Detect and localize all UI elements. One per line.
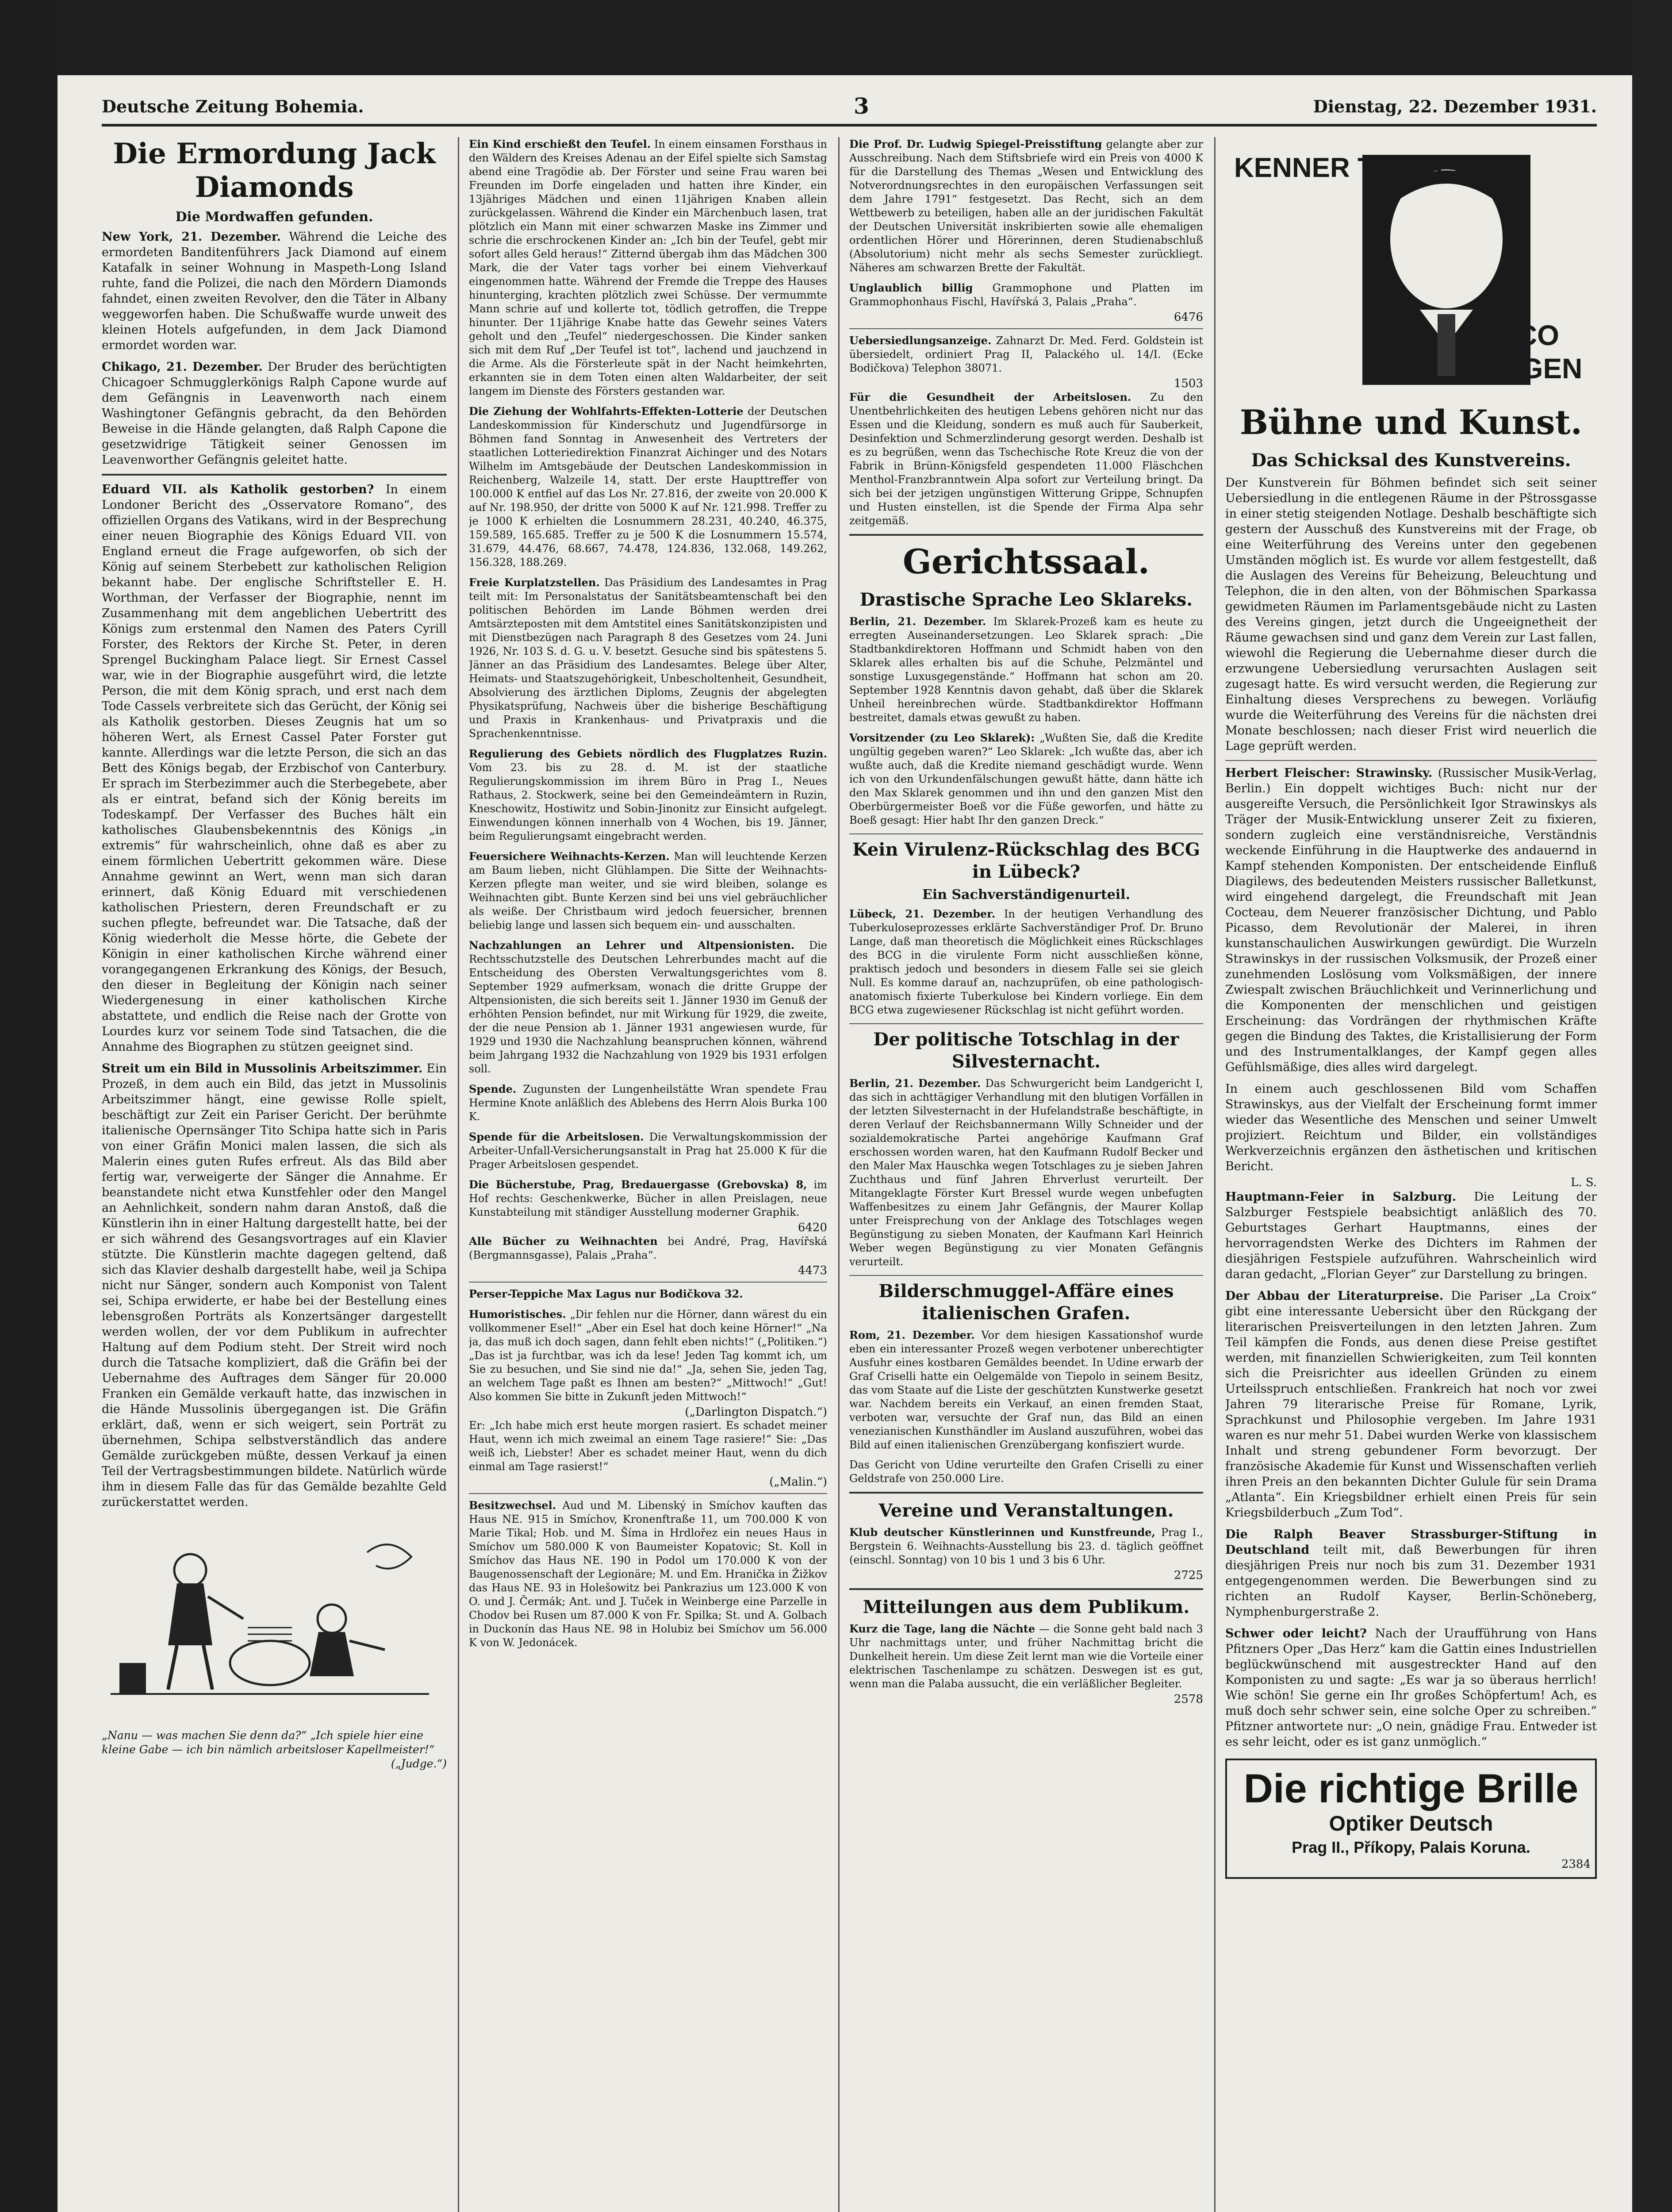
headline-bilderschmuggel: Bilderschmuggel-Affäre eines italienischen Grafen.	[878, 1281, 1174, 1324]
cartoon-illustration	[102, 1517, 438, 1725]
quote-source: („Darlington Dispatch.“)	[685, 1406, 827, 1419]
ad-erco: ERCO	[1477, 319, 1559, 351]
advert-paragraph: Perser-Teppiche Max Lagus nur Bodičkova 32.	[469, 1287, 743, 1300]
column-rule	[1214, 137, 1216, 2212]
column-rule	[458, 137, 459, 2212]
article-paragraph: Die Ziehung der Wohlfahrts-Effekten-Lotterie der Deutschen Landeskommission für Kinderschutz und Jugendfürsorge in Böhmen fand Sonntag in Anwesenheit des Vertreters der staatlichen Lotteriedirektion Finanzrat Aichinger und des Notars Wilhelm im Amtsgebäude der Deutschen Landeskommission in Reichenberg, Walzeile 14, statt. Der erste Haupttreffer von 100.000 K entfiel auf das Los Nr. 27.816, der zweite von 20.000 K auf Nr. 198.950, der dritte von 5000 K auf Nr. 121.998. Treffer zu je 1000 K erhielten die Losnummern 28.231, 40.240, 46.375, 159.589, 165.685. Treffer zu je 500 K die Losnummern 15.574, 31.679, 44.476, 68.667, 74.478, 124.836, 132.068, 149.262, 156.328, 188.269.	[469, 405, 827, 568]
article-paragraph: Berlin, 21. Dezember. Das Schwurgericht beim Landgericht I, das sich in achttägiger Verhandlung mit den blutigen Vorfällen in der letzten Silvesternacht in der Hufelandstraße beschäftigte, in deren Verlauf der Reichsbannermann Willy Schneider und der sozialdemokratische Partei angehörige Kaufmann Graf erschossen worden waren, hat den Kaufmann Rudolf Becker und den Maler Max Hauschka wegen Totschlages zu je sieben Jahren Zuchthaus und fünf Jahren Ehrverlust verurteilt. Der Mitangeklagte Förster Kurt Bressel wurde wegen unbefugten Waffenbesitzes zu einem Jahr Gefängnis, der Maurer Kollap unter Freisprechung von der Anklage des Totschlages wegen Begünstigung zu sieben Monaten, der Kaufmann Karl Heinrich Weber wegen Begünstigung zu vier Monaten Gefängnis verurteilt.	[849, 1077, 1203, 1268]
advert-number: 2384	[1561, 1858, 1591, 1871]
article-paragraph: Hauptmann-Feier in Salzburg. Die Leitung der Salzburger Festspiele beabsichtigt anläßlich des 70. Geburtstages Gerhart Hauptmanns, eines der hervorragendsten Werke des Dichters im Rahmen der diesjährigen Festspiele aufzuführen. Wahrscheinlich wird daran gedacht, „Florian Geyer“ zur Darstellung zu bringen.	[1225, 1190, 1597, 1281]
newspaper-page	[58, 75, 1632, 2212]
article-paragraph: Feuersichere Weihnachts-Kerzen. Man will leuchtende Kerzen am Baum lieben, nicht Glühlampen. Die Sitte der Weihnachts-Kerzen pflegte man weiter, und sie wird bleiben, solange es Weihnachten gibt. Bunte Kerzen sind bei uns viel gebräuchlicher als weiße. Der Christbaum wird jedoch feuersicher, brennen beliebig lange und lassen sich bequem ein- und ausschalten.	[469, 850, 827, 931]
issue-date: Dienstag, 22. Dezember 1931.	[1313, 96, 1597, 116]
divider	[849, 1275, 1203, 1276]
article-paragraph: Der Abbau der Literaturpreise. Die Pariser „La Croix“ gibt eine interessante Uebersicht über den Rückgang der literarischen Preisverteilungen in den letzten Jahren. Zum Teil kämpfen die Fonds, aus denen diese Preise gestiftet werden, mit finanziellen Schwierigkeiten, zum Teil konnten sich die Preisrichter aus ideellen Gründen zu einem Urteilsspruch entschließen. Frankreich hat noch vor zwei Jahren 79 literarische Preise für Romane, Lyrik, Sprachkunst und Philosophie vergeben. Im Jahre 1931 waren es nur mehr 51. Dabei wurden Werke von klassischem Inhalt und streng gebundener Form bevorzugt. Der französische Akademie für Kunst und Wissenschaften verlieh ihren Preis an den bekannten Dichter Gulule für sein Drama „Atlanta“. Ein Kriegsbildner erhielt einen Preis für sein Kriegsbilderbuch „Zum Tod“.	[1225, 1289, 1597, 1520]
advert-number: 1503	[1173, 377, 1203, 390]
brille-title: Die richtige Brille	[1243, 1766, 1579, 1811]
divider	[849, 1588, 1203, 1590]
ad-kragen: KRAGEN	[1460, 353, 1583, 384]
ad-kenner-tragen: KENNER TRAGEN	[1234, 153, 1473, 183]
advert-brille	[1225, 1759, 1597, 1879]
article-paragraph: Schwer oder leicht? Nach der Uraufführung von Hans Pfitzners Oper „Das Herz“ kam die Gattin eines Industriellen beglückwünschend mit ausgestreckter Hand auf den Komponisten zu und sagte: „Es war ja so überaus herrlich! Wie schön! Sie gerne ein Ihr großes Schöpfertum! Ach, es muß doch sehr schwer sein, eine solche Oper zu schreiben.“ Pfitzner antwortete nur: „O nein, gnädige Frau. Entweder ist es sehr leicht, oder es ist ganz unmöglich.“	[1225, 1627, 1597, 1749]
scan-border-right	[1632, 0, 1672, 2212]
column-2	[469, 137, 827, 2212]
article-paragraph: Humoristisches. „Dir fehlen nur die Hörner, dann wärest du ein vollkommener Esel!“ „Aber ein Esel hat doch keine Hörner!“ „Na ja, das muß ich doch sagen, dann fehlt eben nichts!“ („Politiken.“) „Das ist ja furchtbar, was ich da lese! Jeden Tag kommt ich, um Sie zu besuchen, und Sie sind nie da!“ „Ja, sehen Sie, jeden Tag, an welchem Tage paßt es Ihnen am besten?“ „Mittwoch!“ „Gut! Also kommen Sie bitte in Zukunft jeden Mittwoch!“	[469, 1308, 827, 1403]
headline-bcg: Kein Virulenz-Rückschlag des BCG in Lübeck?	[852, 839, 1200, 882]
author-signature: L. S.	[1571, 1176, 1597, 1189]
page-number: 3	[854, 93, 869, 119]
advert-number: 6476	[1173, 311, 1203, 324]
article-paragraph: Nachzahlungen an Lehrer und Altpensionisten. Die Rechtsschutzstelle des Deutschen Lehrerbundes macht auf die Entscheidung des Obersten Verwaltungsgerichtes vom 8. September 1929 aufmerksam, wonach die dritte Gruppe der Altpensionisten, die sich bereits seit 1. Jänner 1930 im Genuß der erhöhten Pension befindet, nur mit Wirkung für 1929, die zweite, der die neue Pension ab 1. Jänner 1931 angewiesen wurde, für 1929 und 1930 die Nachzahlung beanspruchen können, während beim Jahrgang 1932 die Nachzahlung von 1929 bis 1931 erfolgen soll.	[469, 939, 827, 1075]
column-3	[849, 137, 1203, 2212]
article-paragraph: Der Kunstverein für Böhmen befindet sich seit seiner Uebersiedlung in die entlegenen Räume in der Pštrossgasse in einer stetig steigenden Notlage. Deshalb beschäftigte sich gestern der Ausschuß des Kunstvereins mit der Frage, ob eine Weiterführung des Vereins unter den gegebenen Umständen möglich ist. Es wurde vor allem festgestellt, daß die Auslagen des Vereins für Beheizung, Beleuchtung und Telephon, die in den alten, von der Böhmischen Sparkassa gewidmeten Räumen im Parlamentsgebäude nicht zu Lasten des Vereins gingen, jetzt durch die Ungeeignetheit der Räume gewachsen sind und ganz dem Verein zur Last fallen, wiewohl die Regierung die Uebernahme dieser durch die erzwungene Uebersiedlung verursachten Auslagen seit zugesagt hatte. Es wird versucht werden, die Regierung zur Einhaltung dieses Versprechens zu bewegen. Vorläufig wurde die Weiterführung des Vereins für die nächsten drei Monate beschlossen; nach dieser Frist wird neuerlich die Lage geprüft werden.	[1225, 476, 1597, 753]
brille-optiker: Optiker Deutsch	[1329, 1812, 1493, 1836]
divider	[849, 1023, 1203, 1024]
article-paragraph: New York, 21. Dezember. Während die Leiche des ermordeten Banditenführers Jack Diamond auf einem Katafalk in seiner Wohnung in Maspeth-Long Island ruhte, fand die Polizei, die nach den Mördern Diamonds fahndet, einen zweiten Revolver, den die Täter in Albany weggeworfen haben. Die Schußwaffe wurde unweit des kleinen Hotels aufgefunden, in dem Jack Diamond ermordet worden war.	[102, 230, 447, 352]
article-paragraph: Streit um ein Bild in Mussolinis Arbeitszimmer. Ein Prozeß, in dem auch ein Bild, das jetzt in Mussolinis Arbeitszimmer hängt, eine gewisse Rolle spielt, beschäftigt zur Zeit ein Pariser Gericht. Der berühmte italienische Opernsänger Tito Schipa hatte sich in Paris von einer Gräfin Monici malen lassen, die sich als Malerin eines guten Rufes erfreut. Als das Bild aber fertig war, verweigerte der Sänger die Annahme. Er beanstandete nicht etwa Kunstfehler oder den Mangel an Aehnlichkeit, sondern nahm daran Anstoß, daß die Künstlerin ihn in einer Haltung dargestellt hatte, bei der er sich während des Gesangsvortrages auf ein Klavier stützte. Die Künstlerin machte dagegen geltend, daß sich das Klavier deshalb dargestellt habe, weil ja Schipa nicht nur Sänger, sondern auch Komponist von Talent sei, Schipa erwiderte, er habe bei der Bestellung eines lebensgroßen Porträts als Konzertsänger dargestellt werden wollen, der vor dem Publikum in aufrechter Haltung auf dem Podium steht. Der Streit wird noch durch die Tatsache kompliziert, daß die Gräfin bei der Uebernahme des Auftrages dem Sänger für 20.000 Franken ein Gemälde verkauft hatte, das inzwischen in die Hände Mussolinis übergegangen ist. Die Gräfin erklärt, daß, wenn er sich weigert, sein Porträt zu übernehmen, Schipa selbstverständlich das andere Gemälde zurückgeben müßte, dessen Verkauf ja einen Teil der Vertragsbestimmungen bildete. Natürlich würde ihm in diesem Falle das für das Gemälde bezahlte Geld zurückerstattet werden.	[102, 1062, 447, 1509]
article-paragraph: Regulierung des Gebiets nördlich des Flugplatzes Ruzin. Vom 23. bis zu 28. d. M. ist der staatliche Regulierungskommission im ihrem Büro in Prag I., Neues Rathaus, 2. Stockwerk, seine bei den Gemeindeämtern in Ruzin, Kneschowitz, Hostiwitz und Sobin-Jinonitz zur Einsicht aufgelegt. Einwendungen können innerhalb von 4 Wochen, bis 19. Jänner, beim Regulierungsamt eingebracht werden.	[469, 747, 827, 842]
section-title-mitteilungen: Mitteilungen aus dem Publikum.	[863, 1597, 1190, 1617]
scan-border-top	[0, 0, 1672, 75]
article-paragraph: Freie Kurplatzstellen. Das Präsidium des Landesamtes in Prag teilt mit: Im Personalstatus der Sanitätsbeamtenschaft bei den politischen Behörden im Lande Böhmen werden drei Amtsärzteposten mit dem Amtstitel eines Sanitätskonzipisten und mit Dienstbezügen nach Paragraph 8 des Gesetzes vom 24. Juni 1926, Nr. 103 S. d. G. u. V. besetzt. Gesuche sind bis spätestens 5. Jänner an das Präsidium des Landesamtes. Belege über Alter, Heimats- und Staatszugehörigkeit, Unbescholtenheit, Gesundheit, Absolvierung des ärztlichen Diploms, Zeugnis der abgelegten Physikatsprüfung, Nachweis über die bisherige Beschäftigung und Praxis in Krankenhaus- und Privatpraxis und die Sprachenkenntnisse.	[469, 576, 827, 740]
advert-paragraph: Alle Bücher zu Weihnachten bei André, Prag, Havířská (Bergmannsgasse), Palais „Praha“.	[469, 1235, 827, 1261]
article-paragraph: Rom, 21. Dezember. Vor dem hiesigen Kassationshof wurde eben ein interessanter Prozeß wegen verbotener unberechtigter Ausfuhr eines kostbaren Gemäldes beendet. In Udine erwarb der Graf Criselli hatte ein Oelgemälde von Tiepolo in seinem Besitz, das vom Staate auf die Liste der geschützten Kunstwerke gesetzt war. Nachdem bereits ein Verkauf, an einen fremden Staat, verboten war, versuchte der Graf nun, das Bild an einen venezianischen Kunsthändler im Ausland auszuführen, wobei das Bild auf einen italienischen Grenzübergang konfisziert wurde.	[849, 1329, 1203, 1451]
section-title-vereine: Vereine und Veranstaltungen.	[878, 1500, 1174, 1521]
subhead-mordwaffen: Die Mordwaffen gefunden.	[175, 209, 373, 225]
article-paragraph: Die Prof. Dr. Ludwig Spiegel-Preisstiftung gelangte aber zur Ausschreibung. Nach dem Stiftsbriefe wird ein Preis von 4000 K für die Darstellung des Themas „Wesen und Entwicklung des Notverordnungsrechtes in den europäischen Verfassungen seit dem Jahre 1791“ festgesetzt. Das Recht, sich an dem Wettbewerb zu beteiligen, haben alle an der juridischen Fakultät der Deutschen Universität inskribierten sowie alle ehemaligen ordentlichen Hörer und Hörerinnen, deren Studienabschluß (Absolutorium) nicht mehr als sechs Semester zurückliegt. Näheres am schwarzen Brette der Fakultät.	[849, 138, 1203, 274]
advert-number: 6420	[798, 1221, 827, 1234]
divider	[849, 328, 1203, 329]
quote-source: („Malin.“)	[769, 1475, 827, 1489]
cartoon-source: („Judge.“)	[391, 1757, 447, 1770]
article-paragraph: Er: „Ich habe mich erst heute morgen rasiert. Es schadet meiner Haut, wenn ich mich zweimal an einem Tage rasiere!“ Sie: „Das weiß ich, Liebster! Aber es schadet meiner Haut, wenn du dich einmal am Tage rasierst!“	[469, 1419, 827, 1473]
advert-number: 4473	[798, 1264, 827, 1277]
advert-number: 2578	[1173, 1693, 1203, 1706]
brille-address: Prag II., Příkopy, Palais Koruna.	[1292, 1838, 1530, 1856]
divider	[469, 1282, 827, 1283]
column-rule	[838, 137, 840, 2212]
column-4	[1225, 137, 1597, 2212]
article-paragraph: Besitzwechsel. Aud und M. Libenský in Smíchov kauften das Haus NE. 915 in Smíchov, Kronenftraße 11, um 700.000 K von Marie Tikal; Hob. und M. Šíma in Hrdlořez ein neues Haus in Smíchov um 580.000 K von Baumeister Kopatovic; St. Koll in Smíchov das Haus NE. 190 in Podol um 170.000 K von der Baugenossenschaft der Legionäre; M. und Em. Hranička in Žižkov das Haus NE. 93 in Holešowitz bei Pankrazius um 123.000 K von O. und J. Čermák; Ant. und J. Tuček in Weinberge eine Parzelle in Chodov bei Rusen um 87.000 K von Fr. Spilka; St. und A. Golbach in Duckonín das Haus NE. 98 in Holubiz bei Smíchov um 56.000 K von W. Jedonácek.	[469, 1499, 827, 1649]
article-paragraph: Spende. Zugunsten der Lungenheilstätte Wran spendete Frau Hermine Knote anläßlich des Ablebens des Herrn Alois Burka 100 K.	[469, 1083, 827, 1123]
divider	[849, 1492, 1203, 1494]
divider	[849, 534, 1203, 536]
article-paragraph: Lübeck, 21. Dezember. In der heutigen Verhandlung des Tuberkuloseprozesses erklärte Sachverständiger Prof. Dr. Bruno Lange, daß man theoretisch die Möglichkeit eines Rückschlages des BCG in die virulente Form nicht ausschließen könne, praktisch jedoch und besonders in diesem Falle sei sie gleich Null. Es komme darauf an, nachzuprüfen, ob eine pathologisch-anatomisch fixierte Tuberkulose bei Kindern vorliege. Ein dem BCG etwa zugewiesener Rückschlag ist nicht geführt worden.	[849, 907, 1203, 1016]
article-paragraph: Spende für die Arbeitslosen. Die Verwaltungskommission der Arbeiter-Unfall-Versicherungsanstalt in Prag hat 25.000 K für die Prager Arbeitslosen gespendet.	[469, 1130, 827, 1171]
paper-name: Deutsche Zeitung Bohemia.	[102, 96, 364, 116]
headline-totschlag: Der politische Totschlag in der Silvesternacht.	[873, 1029, 1179, 1072]
divider	[1225, 760, 1597, 761]
column-1	[102, 137, 447, 2212]
section-title-gerichtssaal: Gerichtssaal.	[902, 542, 1150, 581]
article-paragraph: Herbert Fleischer: Strawinsky. (Russischer Musik-Verlag, Berlin.) Ein doppelt wichtiges Buch: nicht nur der ausgereifte Versuch, die Persönlichkeit Igor Strawinskys als Träger der Musik-Entwicklung unserer Zeit zu fixieren, sondern zugleich eine verständnisreiche, Verständnis weckende Einführung in die Hauptwerke des andauernd in Kampf stehenden Komponisten. Der entscheidende Einfluß Diagilews, des bedeutenden Meisters russischer Balletkunst, wird eingehend dargelegt, die Freundschaft mit Jean Cocteau, dem Neuerer französischer Dichtung, und Pablo Picasso, dem Revolutionär der Malerei, in ihren kunstanschaulichen Auswirkungen gewürdigt. Die Wurzeln Strawinskys in der russischen Volksmusik, der Prozeß einer zunehmenden Loslösung vom Volksmäßigen, der innere Zwiespalt zwischen Bräuchlichkeit und Verinnerlichung und die Komponenten der menschlichen und geistigen Erscheinung: das Vordrängen der rhythmischen Kräfte gegen die Bindung des Taktes, die Kristallisierung der Form und des Instrumentalklanges, der Kampf gegen alles Gefühlsmäßige, dies alles wird dargelegt.	[1225, 766, 1597, 1074]
advert-erco-kragen	[1230, 137, 1592, 394]
divider	[102, 474, 447, 476]
erco-advert-graphic	[1230, 137, 1592, 394]
article-paragraph: Vorsitzender (zu Leo Sklarek): „Wußten Sie, daß die Kredite ungültig gegeben waren?“ Leo Sklarek: „Ich wußte das, aber ich wußte auch, daß die Kredite niemand geschädigt wurde. Wenn ich von den Urkundenfälschungen gewußt hätte, dann hätte ich den Max Sklarek genommen und ihn und den ganzen Mist den Oberbürgermeister Boeß vor die Füße geworfen, und hätte zu Boeß gesagt: Hier habt Ihr den ganzen Dreck.“	[849, 731, 1203, 826]
scan-border-left	[0, 0, 58, 2212]
article-paragraph: Chikago, 21. Dezember. Der Bruder des berüchtigten Chicagoer Schmugglerkönigs Ralph Capone wurde auf dem Gefängnis in Leavenworth nach einem Washingtoner Gefängnis gebracht, da den Behörden Beweise in die Hände gelangten, daß Ralph Capone die gesetzwidrige Tätigkeit seiner Genossen im Leavenworther Gefängnis geleitet hatte.	[102, 360, 447, 467]
headline-diamond: Die Ermordung Jack Diamonds	[113, 137, 436, 204]
divider	[849, 833, 1203, 834]
article-paragraph: Berlin, 21. Dezember. Im Sklarek-Prozeß kam es heute zu erregten Auseinandersetzungen. Leo Sklarek sprach: „Die Stadtbankdirektoren Hoffmann und Schmidt haben von den Sklarek alles erhalten bis auf die Schuhe, Pelzmäntel und sonstige Luxusgegenstände.“ Hoffmann hat schon am 20. September 1928 Kenntnis davon gehabt, daß über die Sklarek Unheil hereinbrechen würde. Stadtbankdirektor Hoffmann bestreitet, damals etwas gewußt zu haben.	[849, 615, 1203, 724]
article-paragraph: Ein Kind erschießt den Teufel. In einem einsamen Forsthaus in den Wäldern des Kreises Adenau an der Eifel spielte sich Samstag abend eine Tragödie ab. Der Förster und seine Frau waren bei Freunden im Dorfe eingeladen und hatten ihre Kinder, ein 13jähriges Mädchen und einen 11jährigen Knaben allein zurückgelassen. Während die Kinder ein Märchenbuch lasen, trat plötzlich ein Mann mit einer schwarzen Maske ins Zimmer und schrie die erschrockenen Kinder an: „Ich bin der Teufel, gebt mir sofort alles Geld heraus!“ Zitternd übergab ihm das Mädchen 300 Mark, die der Vater tags vorher bei einem Viehverkauf eingenommen hatte. Während der Fremde die Treppe des Hauses hinunterging, krachten plötzlich zwei Schüsse. Der vermummte Mann schrie auf und kollerte tot, tödlich getroffen, die Treppe hinunter. Der 11jährige Knabe hatte das Gewehr seines Vaters geholt und den „Teufel“ niedergeschossen. Die Kinder sanken sich mit dem Ruf „Der Teufel ist tot“, lachend und jauchzend in die Arme. Als die Försterleute spät in der Nacht heimkehrten, erkannten sie in dem Toten einen alten Waldarbeiter, der seit langem im Dienste des Försters gestanden war.	[469, 138, 827, 397]
headline-kunstverein: Das Schicksal des Kunstvereins.	[1251, 450, 1571, 471]
advert-paragraph: Unglaublich billig Grammophone und Platten im Grammophonhaus Fischl, Havířská 3, Palais „Praha“.	[849, 281, 1203, 308]
headline-sklarek: Drastische Sprache Leo Sklareks.	[859, 589, 1193, 610]
masthead	[102, 93, 1597, 127]
article-paragraph: Kurz die Tage, lang die Nächte — die Sonne geht bald nach 3 Uhr nachmittags unter, und früher Nachmittag bricht die Dunkelheit herein. Um diese Zeit lernt man wie die Vorteile einer elektrischen Taschenlampe zu schätzen. Deswegen ist es gut, wenn man die Palaba aussucht, die ein verläßlicher Begleiter.	[849, 1622, 1203, 1690]
article-paragraph: Die Ralph Beaver Strassburger-Stiftung in Deutschland teilt mit, daß Bewerbungen für ihren diesjährigen Preis nur noch bis zum 31. Dezember 1931 entgegengenommen werden. Die Bewerbungen sind zu richten an Rudolf Kayser, Berlin-Schöneberg, Nymphenburgerstraße 2.	[1225, 1528, 1597, 1619]
divider	[469, 1493, 827, 1494]
article-paragraph: Für die Gesundheit der Arbeitslosen. Zu den Unentbehrlichkeiten des heutigen Lebens gehören nicht nur das Essen und die Kleidung, sondern es muß auch für Sauberkeit, Desinfektion und Schmerzlinderung gesorgt werden. Deshalb ist es zu begrüßen, wenn das Tschechische Rote Kreuz die von der Fabrik in Brünn-Königsfeld gespendeten 11.000 Fläschchen Menthol-Franzbranntwein Alpa sofort zur Verteilung bringt. Da sich bei der jetzigen ungünstigen Witterung Grippe, Schnupfen und Husten einstellen, ist die Spende der Firma Alpa sehr zeitgemäß.	[849, 391, 1203, 527]
article-paragraph: Klub deutscher Künstlerinnen und Kunstfreunde, Prag I., Bergstein 6. Weihnachts-Ausstellung bis 23. d. täglich geöffnet (einschl. Sonntag) von 10 bis 1 und 3 bis 6 Uhr.	[849, 1526, 1203, 1566]
article-paragraph: In einem auch geschlossenen Bild vom Schaffen Strawinskys, aus der Vielfalt der Erscheinung formt immer wieder das Wesentliche des Menschen und seiner Umwelt projiziert. Reichtum und Bilder, ein vollständiges Werkverzeichnis ergänzen den ästhetischen und kritischen Bericht.	[1225, 1082, 1597, 1173]
advert-paragraph: Die Bücherstube, Prag, Bredauergasse (Grebovska) 8, im Hof rechts: Geschenkwerke, Bücher in allen Preislagen, neue Kunstabteilung mit ständiger Ausstellung moderner Graphik.	[469, 1178, 827, 1218]
subhead-bcg: Ein Sachverständigenurteil.	[922, 887, 1131, 902]
article-paragraph: Das Gericht von Udine verurteilte den Grafen Criselli zu einer Geldstrafe von 250.000 Lire.	[849, 1459, 1203, 1485]
article-paragraph: Eduard VII. als Katholik gestorben? In einem Londoner Bericht des „Osservatore Romano“, des offiziellen Organs des Vatikans, wird in der Besprechung einer neuen Biographie des Königs Eduard VII. von England erneut die Frage aufgeworfen, ob sich der König auf seinem Sterbebett zur katholischen Religion bekannt habe. Der englische Schriftsteller E. H. Worthman, der Verfasser der Biographie, nennt im Zusammenhang mit dem angeblichen Uebertritt des Königs zum erstenmal den Namen des Paters Cyrill Forster, des Rektors der Kirche St. Peter, in deren Sprengel Buckingham Palace liegt. Sir Ernest Cassel war, wie in der Biographie ausgeführt wird, die letzte Person, die mit dem König sprach, und erst nach dem Tode Cassels verbreitete sich das Gerücht, der König sei als Katholik gestorben. Dieses Zeugnis hat um so höheren Wert, als Ernest Cassel Pater Forster gut kannte. Allerdings war die letzte Person, die sich an das Bett des Königs begab, der Erzbischof von Canterbury. Er sprach im Sterbezimmer auch die Sterbegebete, aber als er eintrat, befand sich der König bereits im Todeskampf. Der Verfasser des Buches hält ein katholisches Glaubensbekenntnis des Königs „in extremis“ für wahrscheinlich, ohne daß es aber zu einem förmlichen Uebertritt gekommen wäre. Diese Annahme gewinnt an Wert, wenn man sich daran erinnert, daß König Eduard mit verschiedenen katholischen Priestern, deren Freundschaft er zu suchen pflegte, befreundet war. Die Tatsache, daß der König wiederholt die Messe hörte, die Gebete der Königin in einer katholischen Kirche während einer vorangegangenen Erkrankung des Königs, der Besuch, den dieser in Begleitung der Königin nach seiner Wiedergenesung in einer katholischen Kirche abstattete, und endlich die Reise nach der Grotte von Lourdes kurz vor seinem Tode sind Tatsachen, die die Annahme des Biographen zu stützen geeignet sind.	[102, 483, 447, 1054]
advert-number: 2725	[1173, 1569, 1203, 1582]
advert-paragraph: Uebersiedlungsanzeige. Zahnarzt Dr. Med. Ferd. Goldstein ist übersiedelt, ordiniert Prag II, Palackého ul. 14/I. (Ecke Bodičkova) Telephon 38071.	[849, 334, 1203, 374]
cartoon-drawing	[102, 1517, 438, 1725]
cartoon-caption: „Nanu — was machen Sie denn da?“ „Ich spiele hier eine kleine Gabe — ich bin nämlich arbeitsloser Kapellmeister!“	[102, 1729, 435, 1756]
section-title-buehne: Bühne und Kunst.	[1239, 403, 1583, 442]
